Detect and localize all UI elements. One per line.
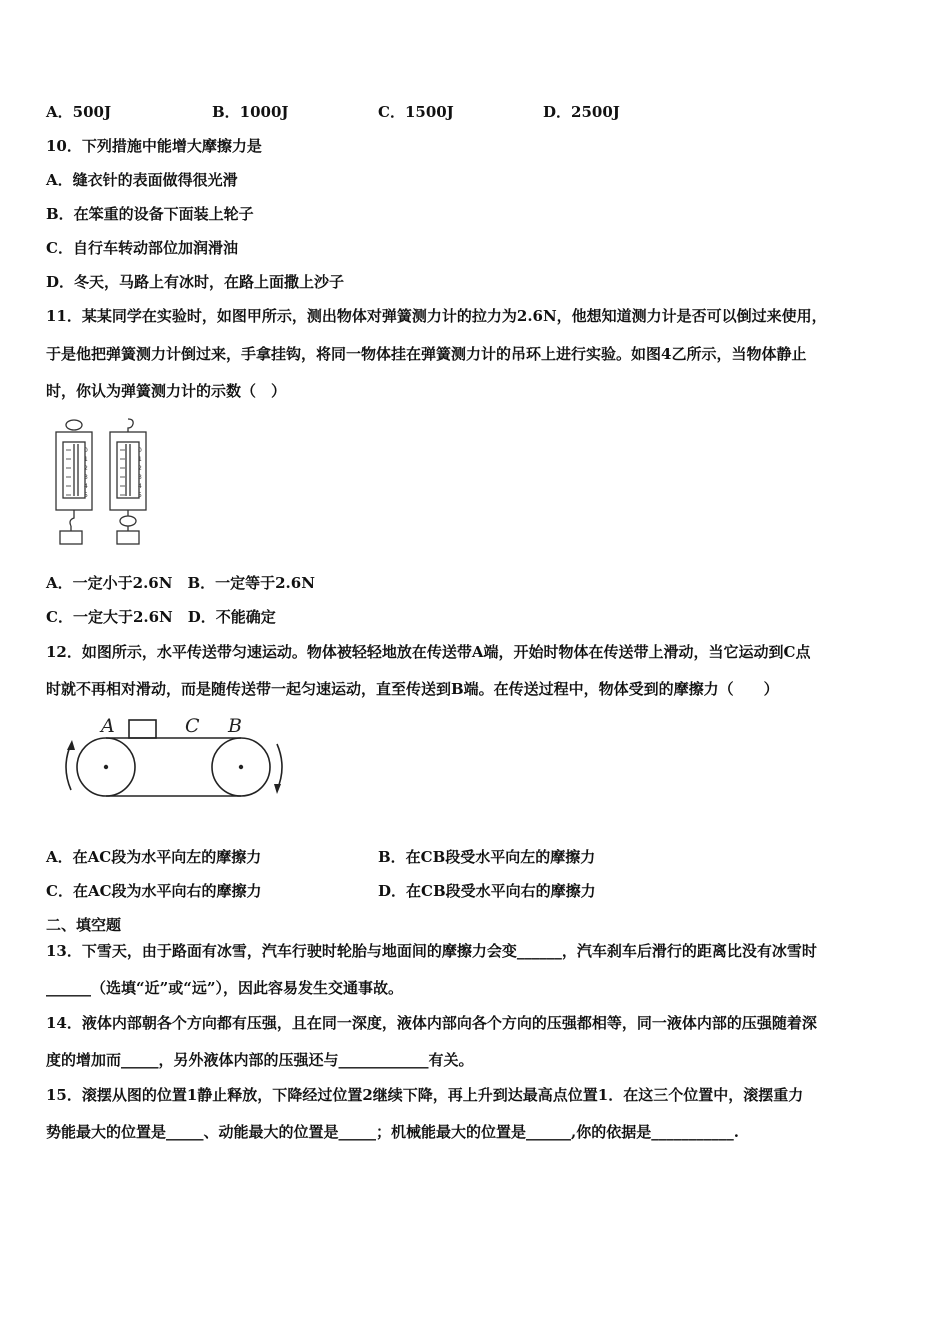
scale2-number-4: 4 <box>138 483 142 490</box>
q15-stem-line2: 势能最大的位置是_____、动能最大的位置是_____；机械能最大的位置是______,你的依据是___________. <box>46 1123 739 1141</box>
q11-stem-line2: 于是他把弹簧测力计倒过来，手拿挂钩，将同一物体挂在弹簧测力计的吊环上进行实验。如图4乙所示，当物体静止 <box>46 345 807 363</box>
left-rotation-arrow <box>66 744 71 790</box>
q9-option-b: B．1000J <box>212 103 289 121</box>
q11-options-ab: A．一定小于2.6N B．一定等于2.6N <box>46 574 315 592</box>
belt-label-c: C <box>185 715 200 737</box>
scale2-number-1: 1 <box>138 456 142 463</box>
belt-label-a: A <box>101 715 115 737</box>
q14-stem-line1: 14．液体内部朝各个方向都有压强，且在同一深度，液体内部向各个方向的压强都相等，同一液体内部的压强随着深 <box>46 1014 817 1032</box>
q10-option-c: C．自行车转动部位加润滑油 <box>46 239 238 257</box>
q12-option-c: C．在AC段为水平向右的摩擦力 <box>46 882 262 900</box>
q9-option-d: D．2500J <box>543 103 620 121</box>
scale2-number-0: 0 <box>138 447 142 454</box>
scale1-number-2: 2 <box>84 465 88 472</box>
q12-stem-line2: 时就不再相对滑动，而是随传送带一起匀速运动，直至传送到B端。在传送过程中，物体受到的摩擦力（ ） <box>46 680 779 698</box>
object-block <box>129 720 156 738</box>
scale1-ring <box>66 420 82 430</box>
scale2-weight <box>117 531 139 544</box>
q11-stem-line1: 11．某某同学在实验时，如图甲所示，测出物体对弹簧测力计的拉力为2.6N，他想知道测力计是否可以倒过来使用， <box>46 307 827 325</box>
conveyor-belt-figure <box>55 712 300 808</box>
q15-stem-line1: 15．滚摆从图的位置1静止释放，下降经过位置2继续下降，再上升到达最高点位置1．在这三个位置中，滚摆重力 <box>46 1086 804 1104</box>
right-rotation-arrow <box>277 744 282 790</box>
scale1-hook <box>70 510 74 526</box>
q9-option-a: A．500J <box>46 103 112 121</box>
scale1-weight <box>60 531 82 544</box>
scale2-number-2: 2 <box>138 465 142 472</box>
q12-option-a: A．在AC段为水平向左的摩擦力 <box>46 848 262 866</box>
scale1-number-5: 5 <box>84 492 88 499</box>
scale1-number-3: 3 <box>84 474 88 481</box>
scale2-ring <box>120 516 136 526</box>
q10-option-b: B．在笨重的设备下面装上轮子 <box>46 205 254 223</box>
q13-stem-line1: 13．下雪天，由于路面有冰雪，汽车行驶时轮胎与地面间的摩擦力会变______，汽车刹车后滑行的距离比没有冰雪时 <box>46 942 817 960</box>
q12-stem-line1: 12．如图所示，水平传送带匀速运动。物体被轻轻地放在传送带A端，开始时物体在传送带上滑动，当它运动到C点 <box>46 643 811 661</box>
q13-stem-line2: ______（选填“近”或“远”），因此容易发生交通事故。 <box>46 979 404 997</box>
scale1-number-0: 0 <box>84 447 88 454</box>
scale1-number-1: 1 <box>84 456 88 463</box>
scale2-number-5: 5 <box>138 492 142 499</box>
scale1-number-4: 4 <box>84 483 88 490</box>
q10-option-a: A．缝衣针的表面做得很光滑 <box>46 171 238 189</box>
q10-option-d: D．冬天，马路上有冰时，在路上面撒上沙子 <box>46 273 345 291</box>
section-title-fill-in: 二、填空题 <box>46 916 122 934</box>
q9-option-c: C．1500J <box>378 103 454 121</box>
q14-stem-line2: 度的增加而_____，另外液体内部的压强还与____________有关。 <box>46 1051 474 1069</box>
q11-stem-line3: 时，你认为弹簧测力计的示数（ ） <box>46 382 287 400</box>
q10-stem: 10．下列措施中能增大摩擦力是 <box>46 137 262 155</box>
scale2-hook <box>128 419 133 432</box>
q11-options-cd: C．一定大于2.6N D．不能确定 <box>46 608 276 626</box>
q12-option-b: B．在CB段受水平向左的摩擦力 <box>378 848 596 866</box>
spring-scale-figure <box>48 415 158 547</box>
q12-option-d: D．在CB段受水平向右的摩擦力 <box>378 882 596 900</box>
scale2-number-3: 3 <box>138 474 142 481</box>
belt-label-b: B <box>228 715 242 737</box>
